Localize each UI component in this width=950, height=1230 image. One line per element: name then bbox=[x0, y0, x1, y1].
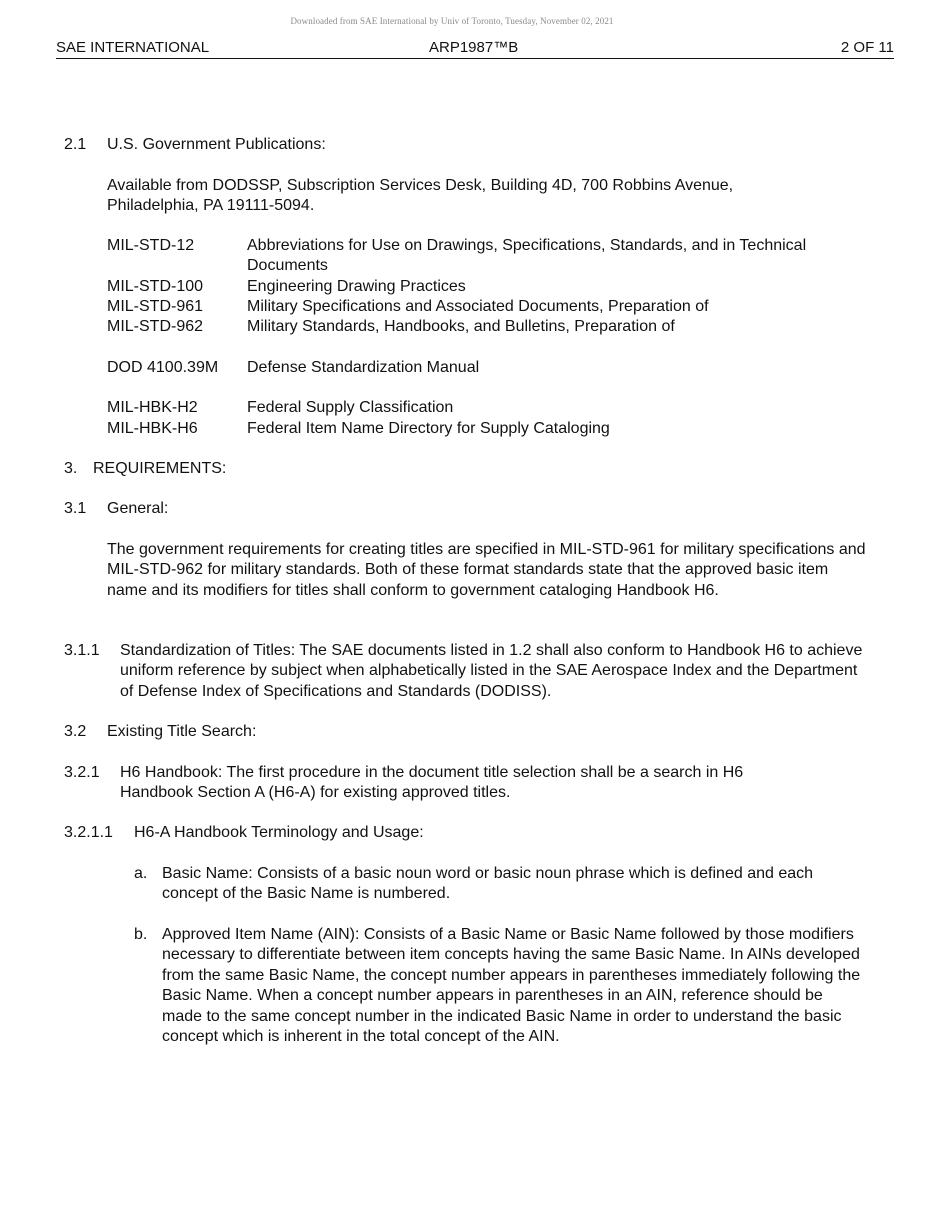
section-number: 3.2.1.1 bbox=[64, 824, 113, 841]
section-body: Standardization of Titles: The SAE documents listed in 1.2 shall also conform to Handbook H6 to achieve uniform reference by subject when alphabetically listed in the SAE Aerospace Index and the Department of Defense Index of Specifications and Standards (DODISS). bbox=[120, 642, 863, 700]
section-number: 3.2.1 bbox=[64, 764, 100, 781]
reference-title: Federal Item Name Directory for Supply Cataloging bbox=[247, 420, 610, 437]
list-item-letter: b. bbox=[134, 926, 148, 943]
header-document-id: ARP1987™B bbox=[429, 39, 519, 56]
section-title: REQUIREMENTS: bbox=[93, 460, 227, 477]
page-header bbox=[56, 38, 894, 59]
reference-title: Federal Supply Classification bbox=[247, 399, 454, 416]
section-number: 2.1 bbox=[64, 136, 87, 153]
section-3-1-body: The government requirements for creating titles are specified in MIL-STD-961 for military specifications and MIL-STD-962 for military standards. Both of these format standards state that the approved basic item name and its modifiers for titles shall conform to government cataloging Handbook H6. bbox=[107, 541, 866, 599]
reference-code: MIL-STD-962 bbox=[107, 318, 204, 335]
reference-code: MIL-STD-100 bbox=[107, 278, 204, 295]
reference-title: Engineering Drawing Practices bbox=[247, 278, 466, 295]
reference-code: MIL-HBK-H6 bbox=[107, 420, 198, 437]
section-title: Existing Title Search: bbox=[107, 723, 257, 740]
section-2-1-availability: Available from DODSSP, Subscription Services Desk, Building 4D, 700 Robbins Avenue, Philadelphia, PA 19111-5094. bbox=[107, 177, 734, 215]
section-body: H6 Handbook: The first procedure in the document title selection shall be a search in H6 Handbook Section A (H6-A) for existing approved titles. bbox=[120, 764, 744, 802]
header-page-number: 2 OF 11 bbox=[840, 39, 894, 56]
reference-code: DOD 4100.39M bbox=[107, 359, 219, 376]
list-item-letter: a. bbox=[134, 865, 148, 882]
header-organization: SAE INTERNATIONAL bbox=[56, 39, 210, 56]
download-watermark: Downloaded from SAE International by Univ of Toronto, Tuesday, November 02, 2021 bbox=[290, 16, 614, 26]
reference-code: MIL-STD-12 bbox=[107, 237, 195, 254]
list-item-text: Approved Item Name (AIN): Consists of a Basic Name or Basic Name followed by those modifiers necessary to differentiate between item concepts having the same Basic Name. In AINs developed from the same Basic Name, the concept number appears in parentheses immediately following the Basic Name. When a concept number appears in parentheses in an AIN, reference should be made to the same concept number in the indicated Basic Name in order to understand the basic concept which is inherent in the total concept of the AIN. bbox=[162, 926, 861, 1046]
section-number: 3.2 bbox=[64, 723, 87, 740]
list-item-text: Basic Name: Consists of a basic noun word or basic noun phrase which is defined and each concept of the Basic Name is numbered. bbox=[162, 865, 814, 903]
reference-title: Military Specifications and Associated Documents, Preparation of bbox=[247, 298, 709, 315]
reference-title: Abbreviations for Use on Drawings, Specifications, Standards, and in Technical Documents bbox=[247, 237, 807, 275]
section-title: U.S. Government Publications: bbox=[107, 136, 326, 153]
reference-title: Military Standards, Handbooks, and Bulletins, Preparation of bbox=[247, 318, 675, 335]
section-title: H6-A Handbook Terminology and Usage: bbox=[134, 824, 424, 841]
section-number: 3.1.1 bbox=[64, 642, 100, 659]
reference-code: MIL-HBK-H2 bbox=[107, 399, 198, 416]
section-number: 3. bbox=[64, 460, 78, 477]
reference-code: MIL-STD-961 bbox=[107, 298, 204, 315]
reference-title: Defense Standardization Manual bbox=[247, 359, 480, 376]
section-number: 3.1 bbox=[64, 500, 87, 517]
reference-row bbox=[0, 236, 950, 277]
section-title: General: bbox=[107, 500, 169, 517]
